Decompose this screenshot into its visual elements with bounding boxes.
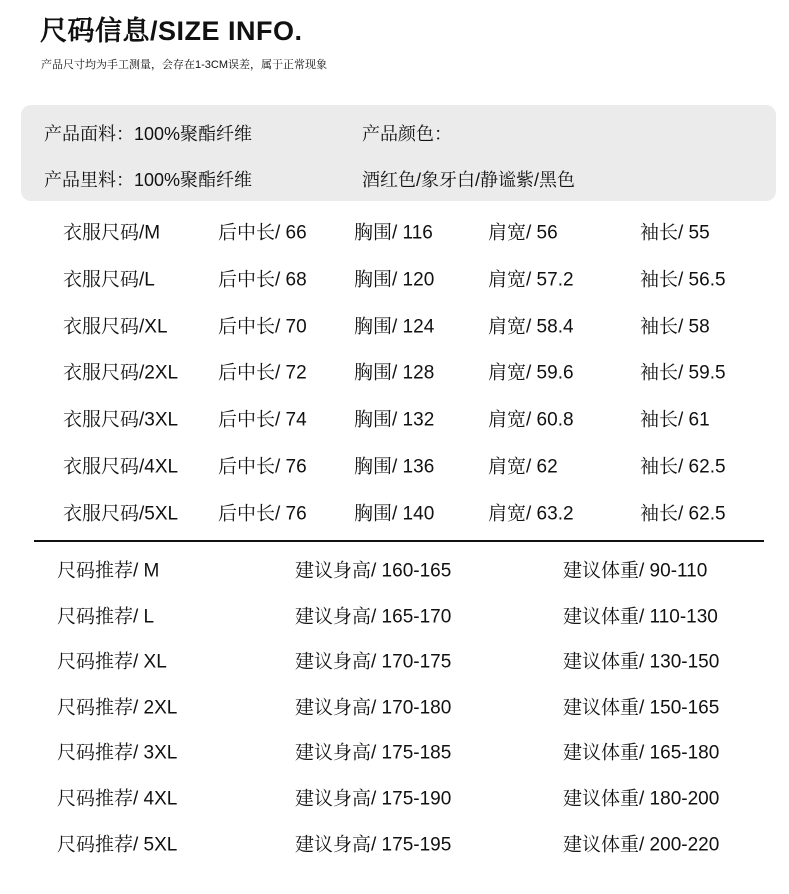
recommend-cell-height: 建议身高/ 175-195 <box>295 834 452 856</box>
recommend-cell-size: 尺码推荐/ M <box>57 560 160 582</box>
measurement-note: 产品尺寸均为手工测量，会存在1-3CM误差，属于正常现象 <box>41 59 328 71</box>
size-cell-back-length: 后中长/ 70 <box>218 316 307 338</box>
recommend-cell-weight: 建议体重/ 165-180 <box>563 742 720 764</box>
recommend-cell-weight: 建议体重/ 200-220 <box>563 834 720 856</box>
size-cell-size: 衣服尺码/XL <box>63 316 168 338</box>
size-cell-sleeve: 袖长/ 56.5 <box>640 269 726 291</box>
size-cell-back-length: 后中长/ 68 <box>218 269 307 291</box>
size-cell-size: 衣服尺码/5XL <box>63 503 179 525</box>
size-cell-back-length: 后中长/ 72 <box>218 362 307 384</box>
size-cell-back-length: 后中长/ 74 <box>218 409 307 431</box>
size-cell-back-length: 后中长/ 66 <box>218 222 307 244</box>
size-cell-size: 衣服尺码/4XL <box>63 456 179 478</box>
size-cell-size: 衣服尺码/L <box>63 269 155 291</box>
color-label: 产品颜色： <box>362 124 452 144</box>
recommend-cell-size: 尺码推荐/ XL <box>57 651 167 673</box>
size-cell-shoulder: 肩宽/ 60.8 <box>488 409 574 431</box>
fabric-info: 产品面料：100%聚酯纤维 <box>44 124 253 144</box>
size-cell-sleeve: 袖长/ 59.5 <box>640 362 726 384</box>
size-cell-chest: 胸围/ 136 <box>354 456 435 478</box>
size-cell-shoulder: 肩宽/ 63.2 <box>488 503 574 525</box>
recommend-cell-height: 建议身高/ 160-165 <box>295 560 452 582</box>
size-cell-sleeve: 袖长/ 62.5 <box>640 456 726 478</box>
page-title: 尺码信息/SIZE INFO. <box>40 16 303 46</box>
recommend-cell-height: 建议身高/ 165-170 <box>295 606 452 628</box>
size-cell-shoulder: 肩宽/ 58.4 <box>488 316 574 338</box>
size-cell-sleeve: 袖长/ 62.5 <box>640 503 726 525</box>
recommend-cell-height: 建议身高/ 170-175 <box>295 651 452 673</box>
recommend-cell-size: 尺码推荐/ 4XL <box>57 788 178 810</box>
recommend-cell-height: 建议身高/ 175-190 <box>295 788 452 810</box>
recommend-cell-weight: 建议体重/ 90-110 <box>563 560 708 582</box>
size-cell-size: 衣服尺码/M <box>63 222 161 244</box>
size-cell-chest: 胸围/ 124 <box>354 316 435 338</box>
size-cell-shoulder: 肩宽/ 59.6 <box>488 362 574 384</box>
size-cell-sleeve: 袖长/ 58 <box>640 316 710 338</box>
size-cell-chest: 胸围/ 128 <box>354 362 435 384</box>
recommend-cell-size: 尺码推荐/ L <box>57 606 155 628</box>
size-cell-size: 衣服尺码/3XL <box>63 409 179 431</box>
size-cell-sleeve: 袖长/ 61 <box>640 409 710 431</box>
size-cell-chest: 胸围/ 140 <box>354 503 435 525</box>
size-cell-back-length: 后中长/ 76 <box>218 503 307 525</box>
recommend-cell-height: 建议身高/ 170-180 <box>295 697 452 719</box>
size-cell-size: 衣服尺码/2XL <box>63 362 179 384</box>
recommend-cell-weight: 建议体重/ 110-130 <box>563 606 718 628</box>
recommend-cell-weight: 建议体重/ 150-165 <box>563 697 720 719</box>
lining-info: 产品里料：100%聚酯纤维 <box>44 170 253 190</box>
size-cell-chest: 胸围/ 120 <box>354 269 435 291</box>
size-cell-chest: 胸围/ 132 <box>354 409 435 431</box>
recommend-cell-size: 尺码推荐/ 2XL <box>57 697 178 719</box>
recommend-cell-weight: 建议体重/ 180-200 <box>563 788 720 810</box>
divider <box>34 540 764 542</box>
recommend-cell-weight: 建议体重/ 130-150 <box>563 651 720 673</box>
recommend-cell-size: 尺码推荐/ 5XL <box>57 834 178 856</box>
size-cell-shoulder: 肩宽/ 62 <box>488 456 558 478</box>
color-options: 酒红色/象牙白/静谧紫/黑色 <box>362 170 576 190</box>
size-cell-back-length: 后中长/ 76 <box>218 456 307 478</box>
size-cell-shoulder: 肩宽/ 57.2 <box>488 269 574 291</box>
size-cell-sleeve: 袖长/ 55 <box>640 222 710 244</box>
size-cell-shoulder: 肩宽/ 56 <box>488 222 558 244</box>
recommend-cell-size: 尺码推荐/ 3XL <box>57 742 178 764</box>
recommend-cell-height: 建议身高/ 175-185 <box>295 742 452 764</box>
size-cell-chest: 胸围/ 116 <box>354 222 433 244</box>
